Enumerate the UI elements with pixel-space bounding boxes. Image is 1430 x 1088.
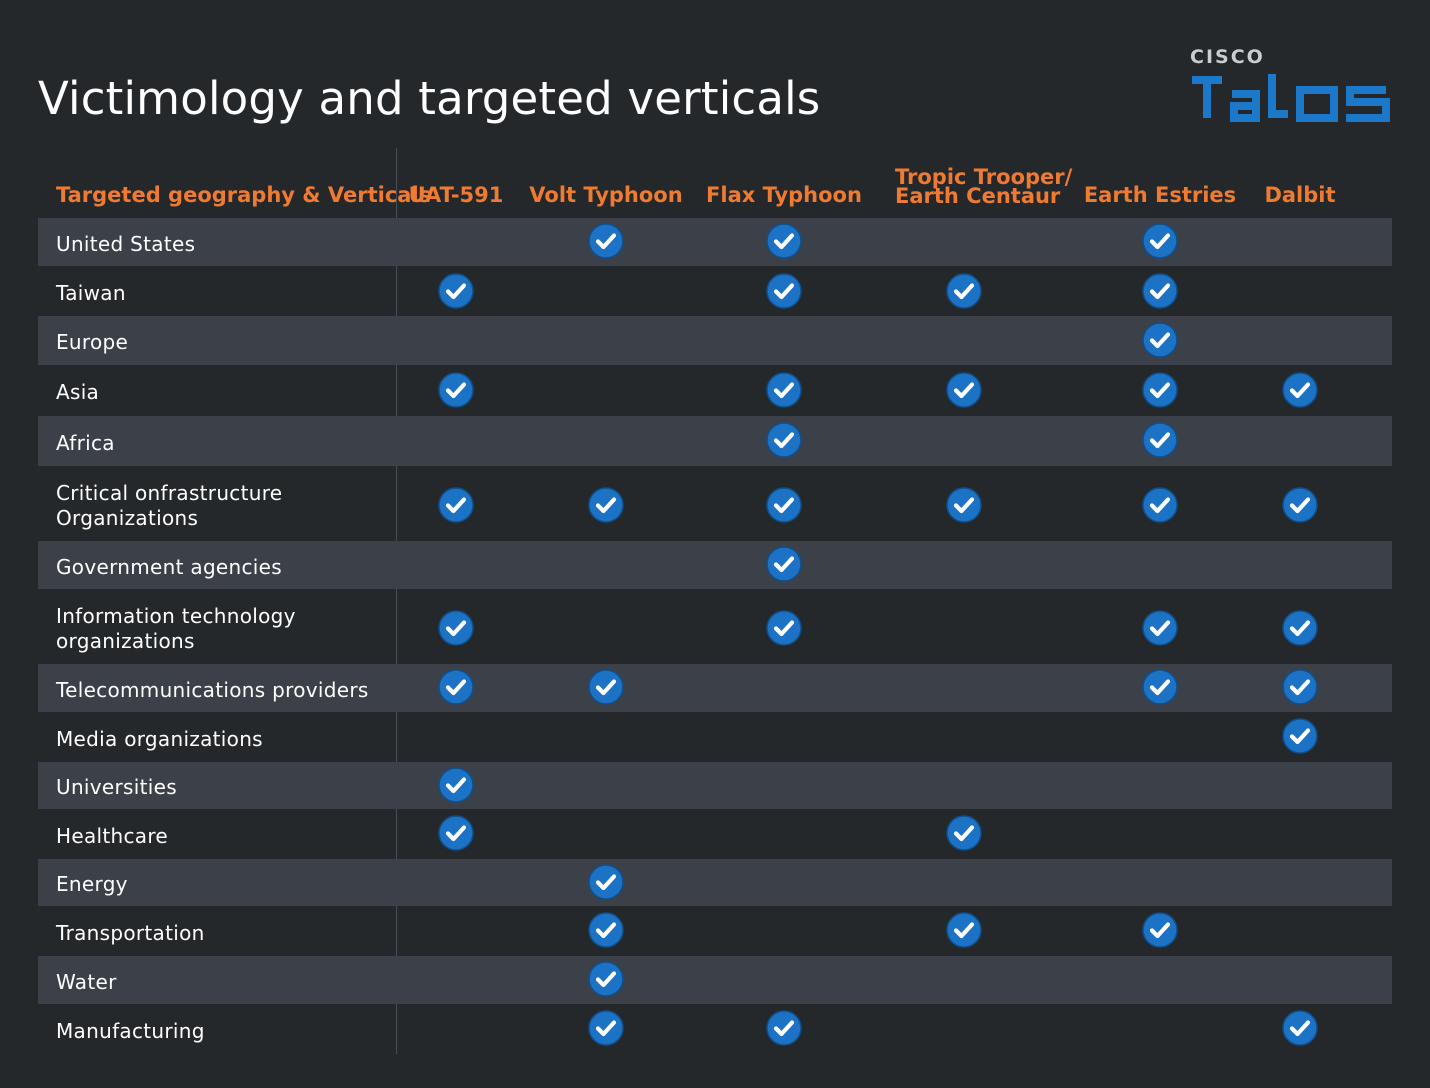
check-circle-icon bbox=[946, 273, 982, 309]
table-row bbox=[38, 218, 1392, 266]
table-row bbox=[38, 762, 1392, 809]
check-circle-icon bbox=[1142, 610, 1178, 646]
row-label: Energy bbox=[56, 872, 128, 896]
row-label: Government agencies bbox=[56, 555, 282, 579]
check-circle-icon bbox=[766, 610, 802, 646]
column-header-3: Tropic Trooper/ Earth Centaur bbox=[895, 165, 1073, 208]
row-label: Telecommunications providers bbox=[56, 678, 369, 702]
check-circle-icon bbox=[1142, 669, 1178, 705]
table-row bbox=[38, 590, 1392, 663]
table-row bbox=[38, 267, 1392, 316]
table-row bbox=[38, 713, 1392, 761]
check-circle-icon bbox=[588, 961, 624, 997]
check-circle-icon bbox=[438, 610, 474, 646]
check-circle-icon bbox=[1142, 223, 1178, 259]
check-circle-icon bbox=[1142, 912, 1178, 948]
check-circle-icon bbox=[1142, 322, 1178, 358]
check-circle-icon bbox=[766, 487, 802, 523]
check-circle-icon bbox=[1142, 422, 1178, 458]
check-circle-icon bbox=[1282, 487, 1318, 523]
row-label: Manufacturing bbox=[56, 1019, 205, 1043]
table-row bbox=[38, 907, 1392, 955]
check-circle-icon bbox=[1142, 372, 1178, 408]
check-circle-icon bbox=[1282, 372, 1318, 408]
check-circle-icon bbox=[766, 372, 802, 408]
check-circle-icon bbox=[766, 546, 802, 582]
check-circle-icon bbox=[588, 1010, 624, 1046]
check-circle-icon bbox=[438, 273, 474, 309]
table-row bbox=[38, 1005, 1392, 1053]
row-label: Critical onfrastructure Organizations bbox=[56, 481, 283, 530]
check-circle-icon bbox=[438, 815, 474, 851]
table-row bbox=[38, 956, 1392, 1004]
row-label: Healthcare bbox=[56, 824, 169, 848]
check-circle-icon bbox=[438, 372, 474, 408]
check-circle-icon bbox=[438, 487, 474, 523]
column-header-4: Earth Estries bbox=[1083, 183, 1237, 207]
check-circle-icon bbox=[1282, 610, 1318, 646]
table-row bbox=[38, 467, 1392, 540]
table-row bbox=[38, 366, 1392, 415]
row-label: Africa bbox=[56, 431, 115, 455]
check-circle-icon bbox=[1282, 669, 1318, 705]
check-circle-icon bbox=[1282, 718, 1318, 754]
row-label: Europe bbox=[56, 330, 129, 354]
page-title: Victimology and targeted verticals bbox=[38, 72, 821, 125]
check-circle-icon bbox=[1282, 1010, 1318, 1046]
cisco-talos-logo bbox=[1188, 46, 1394, 124]
check-circle-icon bbox=[766, 223, 802, 259]
column-header-2: Flax Typhoon bbox=[706, 183, 862, 207]
table-row bbox=[38, 316, 1392, 365]
table-row bbox=[38, 541, 1392, 589]
table-row bbox=[38, 859, 1392, 906]
column-header-1: Volt Typhoon bbox=[529, 183, 683, 207]
row-label: Media organizations bbox=[56, 727, 263, 751]
check-circle-icon bbox=[1142, 273, 1178, 309]
check-circle-icon bbox=[946, 912, 982, 948]
table-row bbox=[38, 416, 1392, 466]
row-label: United States bbox=[56, 232, 196, 256]
header-geography-verticals: Targeted geography & Verticals bbox=[56, 183, 432, 207]
check-circle-icon bbox=[1142, 487, 1178, 523]
column-header-0: UAT-591 bbox=[408, 183, 504, 207]
check-circle-icon bbox=[588, 669, 624, 705]
row-label: Universities bbox=[56, 775, 177, 799]
row-label: Taiwan bbox=[56, 281, 126, 305]
check-circle-icon bbox=[588, 487, 624, 523]
table-row bbox=[38, 810, 1392, 858]
check-circle-icon bbox=[946, 372, 982, 408]
check-circle-icon bbox=[766, 273, 802, 309]
check-circle-icon bbox=[588, 864, 624, 900]
row-label: Information technology organizations bbox=[56, 604, 296, 653]
check-circle-icon bbox=[438, 767, 474, 803]
check-circle-icon bbox=[588, 223, 624, 259]
row-label: Asia bbox=[56, 380, 100, 404]
check-circle-icon bbox=[946, 487, 982, 523]
check-circle-icon bbox=[588, 912, 624, 948]
logo-talos-wordmark bbox=[1188, 70, 1394, 122]
column-header-5: Dalbit bbox=[1264, 183, 1336, 207]
logo-cisco-text: CISCO bbox=[1190, 46, 1265, 68]
check-circle-icon bbox=[766, 1010, 802, 1046]
check-circle-icon bbox=[438, 669, 474, 705]
check-circle-icon bbox=[766, 422, 802, 458]
table-row bbox=[38, 664, 1392, 712]
row-label: Water bbox=[56, 970, 117, 994]
row-label: Transportation bbox=[56, 921, 205, 945]
check-circle-icon bbox=[946, 815, 982, 851]
